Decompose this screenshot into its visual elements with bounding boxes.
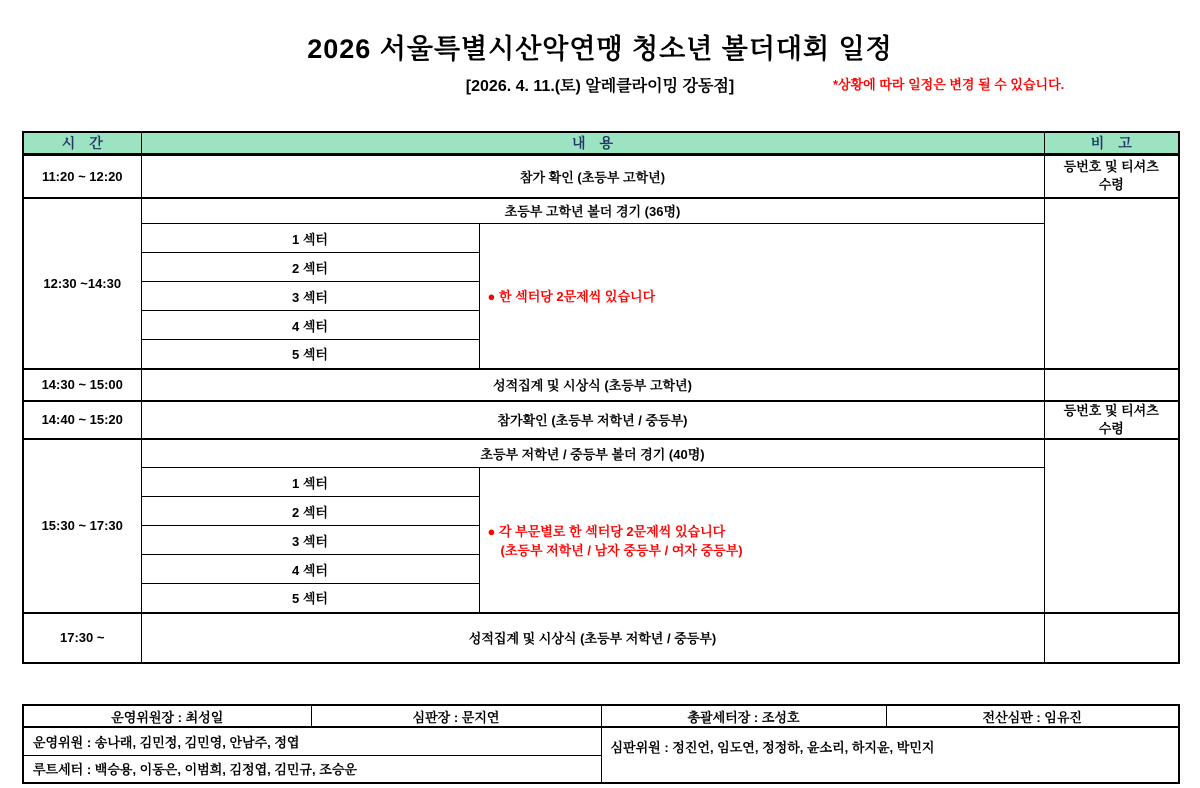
- remark-cell: 등번호 및 티셔츠 수령: [1044, 155, 1179, 198]
- table-row: [23, 439, 1179, 468]
- officials-table: [22, 704, 1180, 784]
- sector-cell: 4 섹터: [141, 555, 479, 584]
- time-cell: 14:30 ~ 15:00: [23, 369, 141, 401]
- schedule-table: [22, 131, 1180, 664]
- content-cell: 참가 확인 (초등부 고학년): [141, 155, 1044, 198]
- content-cell: 참가확인 (초등부 저학년 / 중등부): [141, 401, 1044, 439]
- event-date-location: [2026. 4. 11.(토) 알레클라이밍 강동점]: [465, 78, 735, 95]
- sector-cell: 1 섹터: [141, 224, 479, 253]
- sector-note: [479, 468, 1044, 613]
- competition-title-cell: 초등부 저학년 / 중등부 볼더 경기 (40명): [141, 439, 1044, 468]
- sector-cell: 3 섹터: [141, 282, 479, 311]
- change-notice: *상황에 따라 일정은 변경 될 수 있습니다.: [833, 77, 1065, 92]
- table-row: [23, 155, 1179, 198]
- sector-cell: 3 섹터: [141, 526, 479, 555]
- table-row: [23, 224, 1179, 253]
- header-content: 내 용: [141, 132, 1044, 155]
- judges-cell: 심판위원 : 정진언, 임도연, 정정하, 윤소리, 하지윤, 박민지: [601, 727, 1179, 783]
- route-setters-cell: 루트세터 : 백승용, 이동은, 이범희, 김정엽, 김민규, 조승운: [23, 755, 601, 783]
- computer-judge-cell: 전산심판 : 임유진: [886, 705, 1179, 727]
- content-cell: 성적집계 및 시상식 (초등부 저학년 / 중등부): [141, 613, 1044, 663]
- sector-note-line2: (초등부 저학년 / 남자 중등부 / 여자 중등부): [500, 542, 743, 558]
- sector-cell: 4 섹터: [141, 311, 479, 340]
- table-row: [23, 468, 1179, 497]
- chief-setter-cell: 총괄세터장 : 조성호: [601, 705, 886, 727]
- table-row: [23, 613, 1179, 663]
- remark-cell: [1044, 613, 1179, 663]
- sector-cell: 1 섹터: [141, 468, 479, 497]
- time-cell: 17:30 ~: [23, 613, 141, 663]
- table-row: [23, 727, 1179, 755]
- page-title: 2026 서울특별시산악연맹 청소년 볼더대회 일정: [307, 34, 893, 64]
- header-remark: 비 고: [1044, 132, 1179, 155]
- header-time: 시 간: [23, 132, 141, 155]
- remark-cell: 등번호 및 티셔츠 수령: [1044, 401, 1179, 439]
- remark-cell: [1044, 198, 1179, 369]
- time-cell: 14:40 ~ 15:20: [23, 401, 141, 439]
- time-cell: 12:30 ~14:30: [23, 198, 141, 369]
- table-row: [23, 705, 1179, 727]
- time-cell: 15:30 ~ 17:30: [23, 439, 141, 613]
- competition-title-cell: 초등부 고학년 볼더 경기 (36명): [141, 198, 1044, 224]
- head-judge-cell: 심판장 : 문지연: [311, 705, 601, 727]
- chair-cell: 운영위원장 : 최성일: [23, 705, 311, 727]
- content-cell: 성적집계 및 시상식 (초등부 고학년): [141, 369, 1044, 401]
- remark-cell: [1044, 439, 1179, 613]
- remark-cell: [1044, 369, 1179, 401]
- table-row: [23, 198, 1179, 224]
- committee-cell: 운영위원 : 송나래, 김민정, 김민영, 안남주, 정엽: [23, 727, 601, 755]
- sector-note: ● 한 섹터당 2문제씩 있습니다: [479, 224, 1044, 369]
- table-row: [23, 369, 1179, 401]
- sector-cell: 2 섹터: [141, 497, 479, 526]
- table-row: [23, 401, 1179, 439]
- sector-note-line1: ● 각 부문별로 한 섹터당 2문제씩 있습니다: [487, 523, 726, 539]
- time-cell: 11:20 ~ 12:20: [23, 155, 141, 198]
- sector-cell: 2 섹터: [141, 253, 479, 282]
- sector-cell: 5 섹터: [141, 340, 479, 369]
- sector-cell: 5 섹터: [141, 584, 479, 613]
